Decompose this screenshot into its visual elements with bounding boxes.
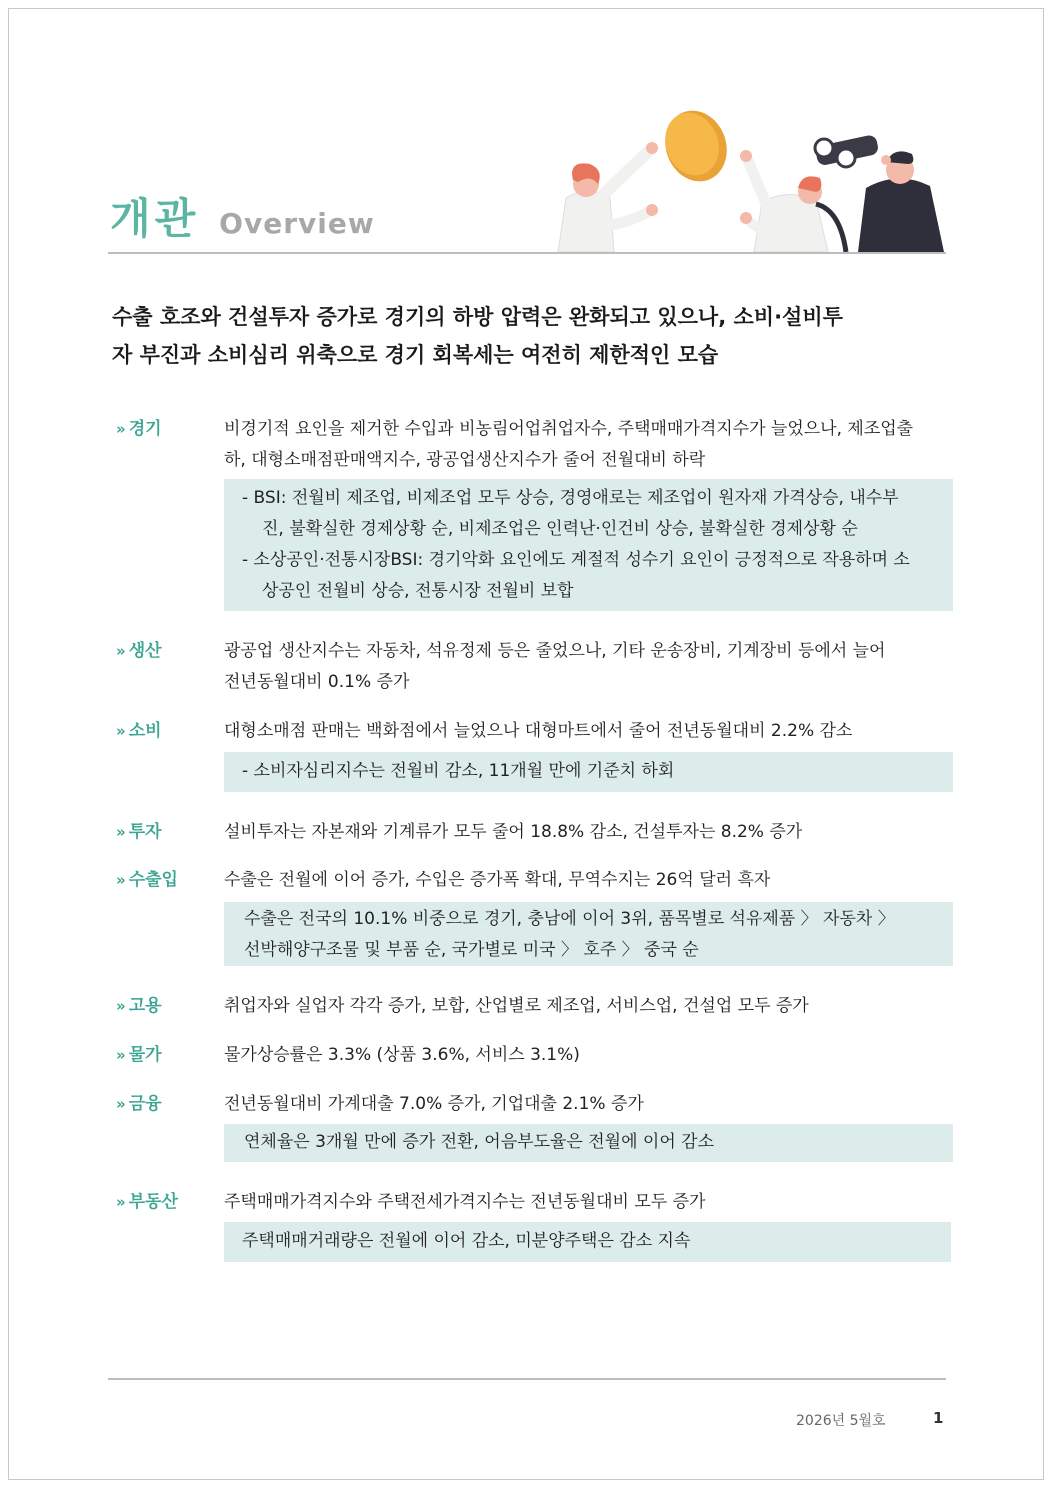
section-label: » 물가 xyxy=(116,1045,162,1065)
section-label: » 고용 xyxy=(116,996,162,1016)
section-text: 비경기적 요인을 제거한 수입과 비농림어업취업자수, 주택매매가격지수가 늘었으나, 제조업출 하, 대형소매점판매액지수, 광공업생산지수가 줄어 전월대비 하락 xyxy=(224,419,914,470)
section-label: » 생산 xyxy=(116,641,162,661)
section-economy-detail-box: - BSI: 전월비 제조업, 비제조업 모두 상승, 경영애로는 제조업이 원자재 가격상승, 내수부 진, 불확실한 경제상황 순, 비제조업은 인력난·인건비 상승, 불확실한 경제상황 순 - 소상공인·전통시장BSI: 경기악화 요인에도 계절적 성수기 요인이 긍정적으로 작용하며 소 상공인 전월비 상승, 전통시장 전월비 보합 xyxy=(224,479,953,611)
page-subtitle: Overview xyxy=(219,207,375,240)
section-label: » 수출입 xyxy=(116,870,178,890)
section-label: » 소비 xyxy=(116,721,162,741)
double-chevron-icon: » xyxy=(116,722,123,740)
headline-summary xyxy=(112,298,952,374)
page-number: 1 xyxy=(933,1409,944,1427)
double-chevron-icon: » xyxy=(116,871,123,889)
section-text: 수출은 전월에 이어 증가, 수입은 증가폭 확대, 무역수지는 26억 달러 흑자 xyxy=(224,870,771,890)
double-chevron-icon: » xyxy=(116,1193,123,1211)
section-realestate-detail-box: 주택매매거래량은 전월에 이어 감소, 미분양주택은 감소 지속 xyxy=(224,1222,951,1262)
double-chevron-icon: » xyxy=(116,1046,123,1064)
man-reaching-figure xyxy=(740,150,846,252)
coin-icon xyxy=(655,102,736,190)
headline-line: 자 부진과 소비심리 위축으로 경기 회복세는 여전히 제한적인 모습 xyxy=(112,343,719,367)
section-text: 취업자와 실업자 각각 증가, 보합, 산업별로 제조업, 서비스업, 건설업 모두 증가 xyxy=(224,996,809,1016)
section-label: » 부동산 xyxy=(116,1192,178,1212)
section-label: » 투자 xyxy=(116,822,162,842)
section-consumption-detail-box: - 소비자심리지수는 전월비 감소, 11개월 만에 기준치 하회 xyxy=(224,752,953,792)
header-illustration xyxy=(548,100,948,254)
section-label: » 경기 xyxy=(116,419,162,439)
section-text: 광공업 생산지수는 자동차, 석유정제 등은 줄었으나, 기타 운송장비, 기계장비 등에서 늘어 전년동월대비 0.1% 증가 xyxy=(224,641,886,692)
man-binoculars-figure xyxy=(815,134,944,252)
double-chevron-icon: » xyxy=(116,823,123,841)
double-chevron-icon: » xyxy=(116,420,123,438)
page-header xyxy=(110,186,375,246)
woman-pointing-figure xyxy=(558,142,658,252)
issue-date: 2026년 5월호 xyxy=(796,1413,886,1429)
header-divider xyxy=(108,252,946,254)
section-text: 설비투자는 자본재와 기계류가 모두 줄어 18.8% 감소, 건설투자는 8.2% 증가 xyxy=(224,822,803,842)
section-label: » 금융 xyxy=(116,1094,162,1114)
section-text: 물가상승률은 3.3% (상품 3.6%, 서비스 3.1%) xyxy=(224,1045,580,1065)
section-text: 대형소매점 판매는 백화점에서 늘었으나 대형마트에서 줄어 전년동월대비 2.2% 감소 xyxy=(224,721,853,741)
section-text: 전년동월대비 가계대출 7.0% 증가, 기업대출 2.1% 증가 xyxy=(224,1094,644,1114)
double-chevron-icon: » xyxy=(116,1095,123,1113)
footer-divider xyxy=(108,1378,946,1380)
section-trade-detail-box: 수출은 전국의 10.1% 비중으로 경기, 충남에 이어 3위, 품목별로 석유제품 〉 자동차 〉 선박해양구조물 및 부품 순, 국가별로 미국 〉 호주 〉 중국 순 xyxy=(224,902,953,966)
double-chevron-icon: » xyxy=(116,642,123,660)
double-chevron-icon: » xyxy=(116,997,123,1015)
page-title: 개관 xyxy=(110,194,200,243)
headline-line: 수출 호조와 건설투자 증가로 경기의 하방 압력은 완화되고 있으나, 소비·설비투 xyxy=(112,305,843,329)
section-text: 주택매매가격지수와 주택전세가격지수는 전년동월대비 모두 증가 xyxy=(224,1192,706,1212)
section-finance-detail-box: 연체율은 3개월 만에 증가 전환, 어음부도율은 전월에 이어 감소 xyxy=(224,1124,953,1162)
